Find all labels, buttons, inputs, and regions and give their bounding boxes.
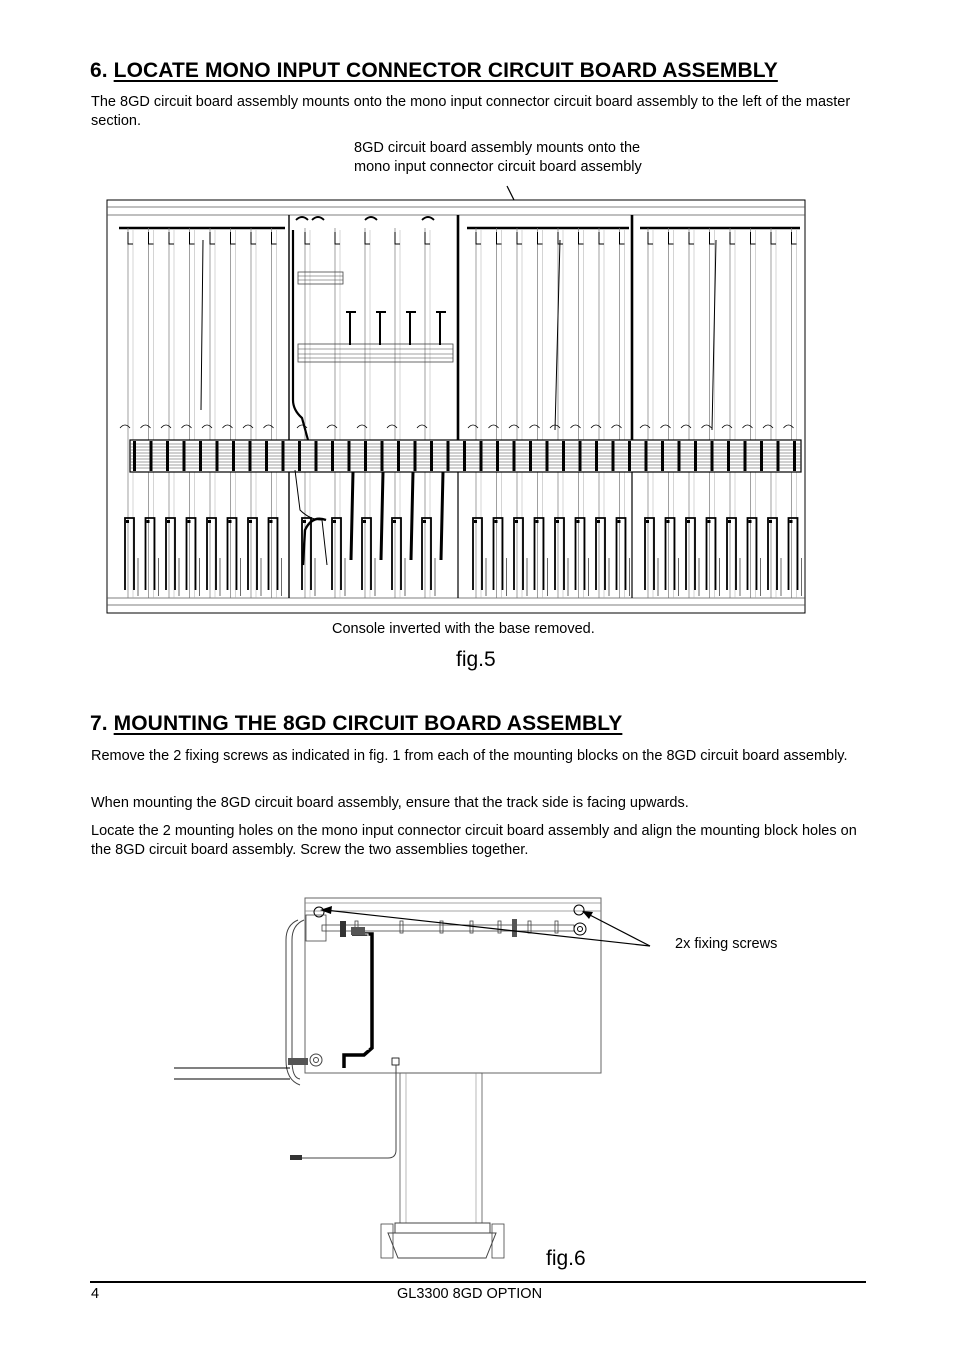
fig6-label: fig.6: [546, 1247, 586, 1270]
footer-title: GL3300 8GD OPTION: [397, 1286, 543, 1302]
section-6-title: LOCATE MONO INPUT CONNECTOR CIRCUIT BOARD ASSEMBLY: [113, 59, 778, 82]
section-7-number: 7.: [90, 712, 108, 735]
fig5-label: fig.5: [456, 648, 496, 671]
section-7-para1: Remove the 2 fixing screws as indicated in fig. 1 from each of the mounting blocks on the 8GD circuit board assembly.: [91, 748, 848, 764]
section-6-number: 6.: [90, 59, 108, 82]
section-7-para3: Locate the 2 mounting holes on the mono input connector circuit board assembly and align the mounting block holes on the 8GD circuit board assembly. Screw the two assemblies together.: [91, 823, 857, 858]
footer-rule: [90, 1281, 866, 1283]
section-7-title: MOUNTING THE 8GD CIRCUIT BOARD ASSEMBLY: [113, 712, 623, 735]
fig6-screws-label: 2x fixing screws: [675, 936, 778, 952]
fig5-caption: Console inverted with the base removed.: [332, 621, 595, 637]
fig5-callout-line1: 8GD circuit board assembly mounts onto the: [354, 140, 641, 156]
fig5-callout-line2: mono input connector circuit board assembly: [354, 159, 642, 175]
fig6-d-connector: [388, 1233, 496, 1258]
page-number: 4: [91, 1286, 100, 1302]
section-6-intro: The 8GD circuit board assembly mounts onto the mono input connector circuit board assembly to the left of the master section.: [91, 94, 851, 129]
section-7-para2: When mounting the 8GD circuit board assembly, ensure that the track side is facing upwards.: [91, 795, 689, 811]
